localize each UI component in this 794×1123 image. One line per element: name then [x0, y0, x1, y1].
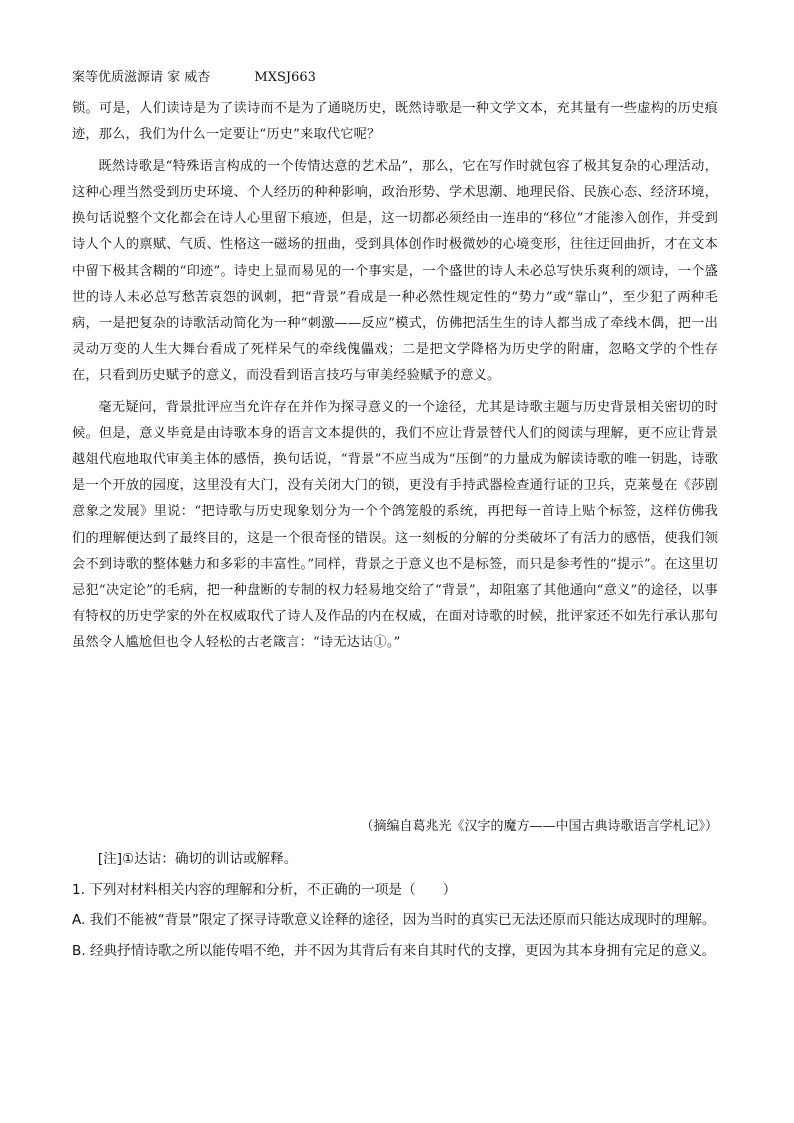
passage-paragraph-1: 既然诗歌是“特殊语言构成的一个传情达意的艺术品”，那么，它在写作时就包容了极其复杂的心理活动，这种心理当然受到历史环境、个人经历的种种影响，政治形势、学术思潮、地理民俗、民族心态、经济环境，换句话说整个文化都会在诗人心里留下痕迹，但是，这一切都必须经由一连串的“移位”才能渗入创作，并受到诗人个人的禀赋、气质、性格这一磁场的扭曲，受到具体创作时极微妙的心境变形，往往迂回曲折，才在文本中留下极其含糊的“印迹”。诗史上显而易见的一个事实是，一个盛世的诗人未必总写快乐爽利的颂诗，一个盛世的诗人未必总写愁苦哀怨的讽刺，把“背景”看成是一种必然性规定性的“势力”或“靠山”，至少犯了两种毛病，一是把复杂的诗歌活动简化为一种“刺激——反应”模式，仿佛把活生生的诗人都当成了牵线木偶，把一出灵动万变的人生大舞台看成了死样呆气的牵线傀儡戏；二是把文学降格为历史学的附庸，忽略文学的个性存在，只看到历史赋予的意义，而没看到语言技巧与审美经验赋予的意义。	[72, 159, 718, 383]
question-stem: 1. 下列对材料相关内容的理解和分析，不正确的一项是（ ）	[72, 881, 457, 898]
header-code: MXSJ663	[254, 70, 316, 85]
footnote: [注]①达诂：确切的训诂或解释。	[97, 851, 298, 867]
reading-passage	[72, 96, 718, 662]
page-header	[72, 66, 316, 85]
passage-citation: （摘编自葛兆光《汉字的魔方——中国古典诗歌语言学札记》）	[360, 819, 718, 834]
question-section	[72, 846, 722, 968]
passage-paragraph-2: 毫无疑问，背景批评应当允许存在并作为探寻意义的一个途径，尤其是诗歌主题与历史背景相关密切的时候。但是，意义毕竟是由诗歌本身的语言文本提供的，我们不应让背景替代人们的阅读与理解，更不应让背景越俎代庖地取代审美主体的感悟，换句话说，“背景”不应当成为“压倒”的力量成为解读诗歌的唯一钥匙，诗歌是一个开放的园度，这里没有大门，没有关闭大门的锁，更没有手持武器检查通行证的卫兵，克莱曼在《莎剧意象之发展》里说：“把诗歌与历史现象划分为一个个鸽笼般的系统，再把每一首诗上贴个标签，这样仿佛我们的理解便达到了最终目的，这是一个很奇怪的错误。这一刻板的分解的分类破坏了有活力的感悟，使我们领会不到诗歌的整体魅力和多彩的丰富性。”同样，背景之于意义也不是标签，而只是参考性的“提示”。在这里切忌犯“决定论”的毛病，把一种盘断的专制的权力轻易地交给了“背景”，却阻塞了其他通向“意义”的途径，以事有特权的历史学家的外在权威取代了诗人及作品的内在权威，在面对诗歌的时候，批评家还不如先行承认那句虽然令人尴尬但也令人轻松的古老箴言：“诗无达诂①。”	[72, 400, 718, 650]
option-a: A. 我们不能被“背景”限定了探寻诗歌意义诠释的途径，因为当时的真实已无法还原而只能达成现时的理解。	[72, 912, 716, 928]
header-source-text: 案等优质滋源请 家 威杏	[72, 70, 211, 85]
passage-paragraph-0: 锁。可是，人们读诗是为了读诗而不是为了通晓历史，既然诗歌是一种文学文本，充其量有一些虚构的历史痕迹，那么，我们为什么一定要让“历史”来取代它呢？	[72, 101, 718, 143]
option-b: B. 经典抒情诗歌之所以能传唱不绝，并不因为其背后有来自其时代的支撑，更因为其本身拥有完足的意义。	[72, 942, 716, 959]
